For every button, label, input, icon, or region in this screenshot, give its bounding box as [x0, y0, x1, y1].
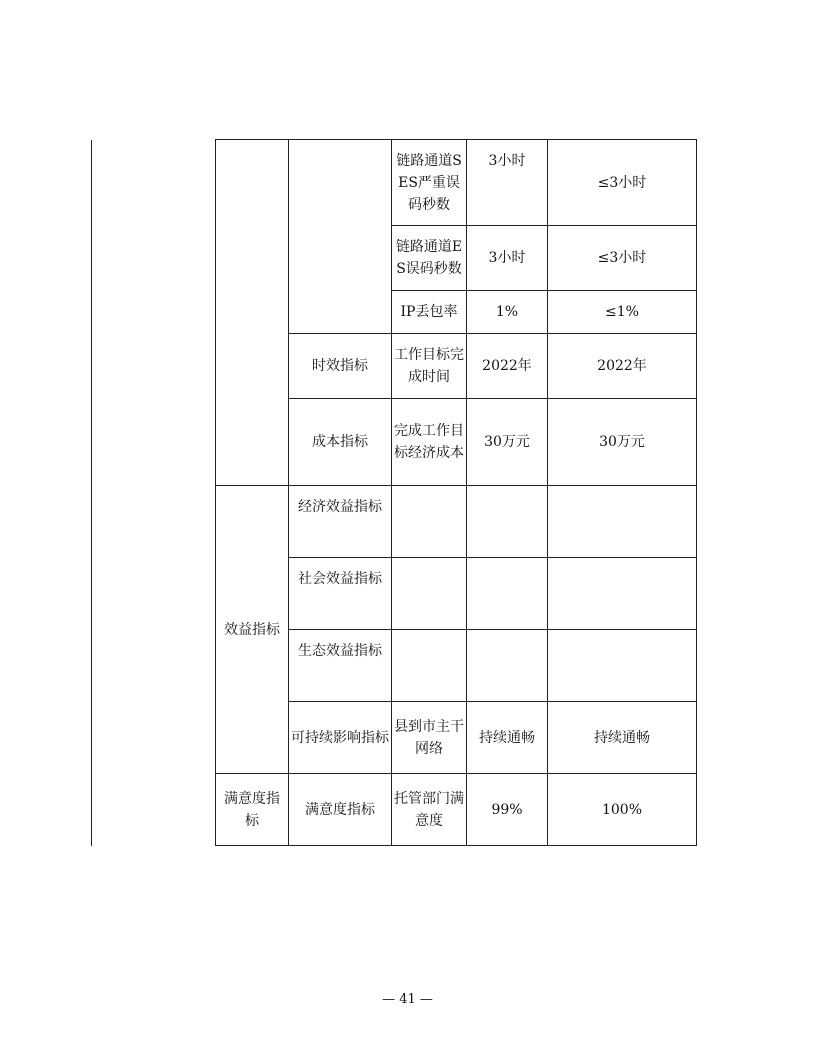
table-row [216, 399, 697, 486]
indicator-cell: 链路通道ES误码秒数 [392, 226, 467, 291]
table-row [216, 486, 697, 558]
table-row [216, 702, 697, 774]
annual-target-cell: 30万元 [467, 399, 548, 486]
table-row [216, 630, 697, 702]
annual-target-cell [467, 486, 548, 558]
indicator-cell: 完成工作目标经济成本 [392, 399, 467, 486]
annual-target-cell [467, 558, 548, 630]
page-number: — 41 — [382, 992, 433, 1007]
actual-value-cell [548, 558, 697, 630]
second-level-cell-empty [289, 140, 392, 334]
indicator-cell [392, 630, 467, 702]
category-cell: 时效指标 [289, 334, 392, 399]
first-level-cell-empty [216, 140, 289, 486]
indicator-cell [392, 558, 467, 630]
indicator-cell: 县到市主干网络 [392, 702, 467, 774]
indicator-cell: IP丢包率 [392, 291, 467, 334]
table-row [216, 774, 697, 846]
indicator-cell: 托管部门满意度 [392, 774, 467, 846]
category-cell: 成本指标 [289, 399, 392, 486]
annual-target-cell: 持续通畅 [467, 702, 548, 774]
actual-value-cell: 2022年 [548, 334, 697, 399]
table-row [216, 558, 697, 630]
table-row [216, 334, 697, 399]
actual-value-cell [548, 486, 697, 558]
annual-target-cell: 3小时 [467, 226, 548, 291]
actual-value-cell: ≤3小时 [548, 226, 697, 291]
category-cell: 社会效益指标 [289, 558, 392, 630]
category-cell: 满意度指标 [289, 774, 392, 846]
annual-target-cell: 99% [467, 774, 548, 846]
group-cell: 满意度指标 [216, 774, 289, 846]
category-cell: 可持续影响指标 [289, 702, 392, 774]
category-cell: 生态效益指标 [289, 630, 392, 702]
group-cell: 效益指标 [216, 486, 289, 774]
actual-value-cell: 30万元 [548, 399, 697, 486]
actual-value-cell: ≤1% [548, 291, 697, 334]
category-cell: 经济效益指标 [289, 486, 392, 558]
margin-rule [91, 140, 92, 846]
indicator-cell: 链路通道SES严重误码秒数 [392, 140, 467, 226]
indicator-cell: 工作目标完成时间 [392, 334, 467, 399]
indicator-cell [392, 486, 467, 558]
table-row [216, 140, 697, 226]
annual-target-cell: 1% [467, 291, 548, 334]
annual-target-cell: 2022年 [467, 334, 548, 399]
actual-value-cell: 100% [548, 774, 697, 846]
annual-target-cell [467, 630, 548, 702]
actual-value-cell: ≤3小时 [548, 140, 697, 226]
actual-value-cell [548, 630, 697, 702]
annual-target-cell: 3小时 [467, 140, 548, 226]
performance-indicator-table [215, 139, 697, 846]
actual-value-cell: 持续通畅 [548, 702, 697, 774]
